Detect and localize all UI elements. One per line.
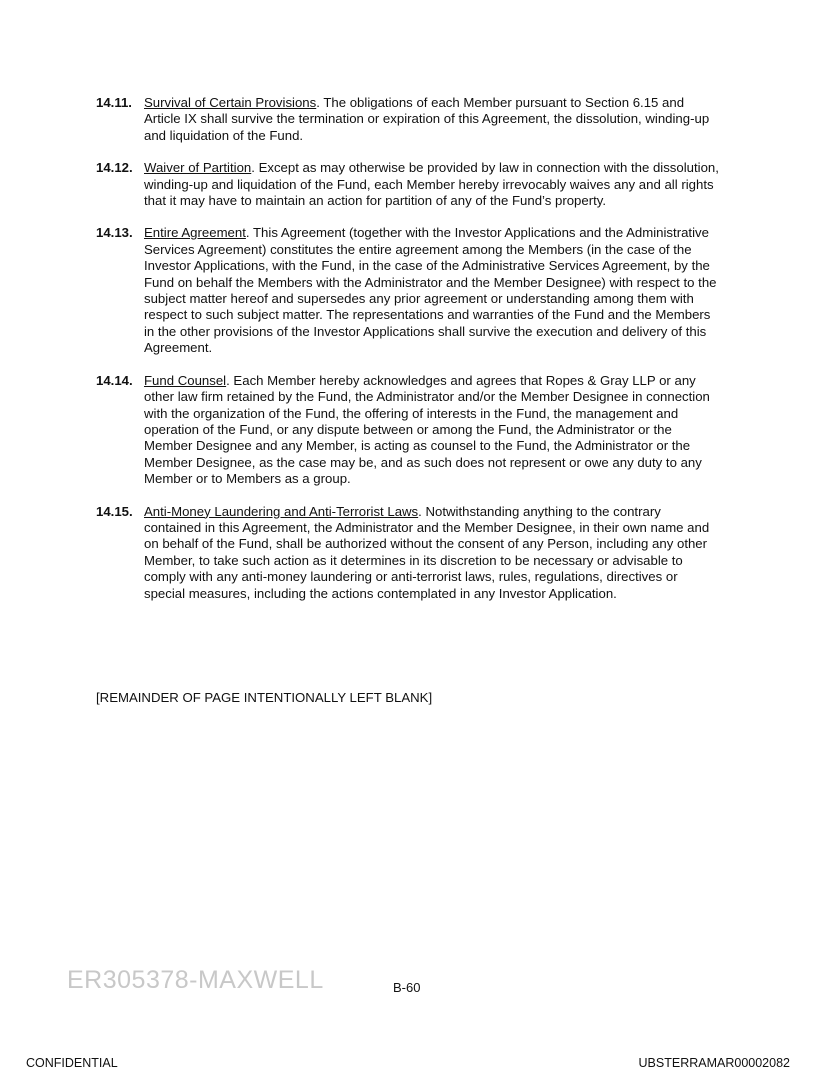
bates-watermark: ER305378-MAXWELL: [67, 966, 324, 994]
section-heading: Anti-Money Laundering and Anti-Terrorist Laws: [144, 503, 419, 519]
section-14-11: [96, 95, 721, 144]
section-body: [144, 160, 721, 209]
page-number: B-60: [393, 980, 421, 995]
section-14-13: [96, 225, 721, 356]
section-14-15: [96, 504, 721, 602]
bates-number: UBSTERRAMAR00002082: [638, 1056, 790, 1070]
confidential-label: CONFIDENTIAL: [26, 1056, 118, 1070]
section-body: [144, 95, 721, 144]
section-body: [144, 225, 721, 356]
section-heading: Waiver of Partition: [144, 160, 252, 176]
sections-list: [96, 95, 721, 618]
remainder-blank-note: [REMAINDER OF PAGE INTENTIONALLY LEFT BLANK]: [96, 690, 433, 705]
section-text: . Notwithstanding anything to the contrary contained in this Agreement, the Administrator and the Member Designee, in their own name and on behalf of the Fund, shall be authorized without the consent of any Person, including any other Member, to take such action as it determines in its discretion to be necessary or advisable to comply with any anti-money laundering or anti-terrorist laws, rules, regulations, directives or special measures, including the actions contemplated in any Investor Application.: [144, 503, 710, 601]
section-body: [144, 504, 721, 602]
section-heading: Survival of Certain Provisions: [144, 95, 317, 110]
section-text: . The obligations of each Member pursuant to Section 6.15 and Article IX shall survive the termination or expiration of this Agreement, the dissolution, winding-up and liquidation of the Fund.: [144, 95, 710, 143]
section-body: [144, 373, 721, 488]
section-number: 14.13.: [96, 225, 133, 241]
section-14-12: [96, 160, 721, 209]
section-text: . Each Member hereby acknowledges and agrees that Ropes & Gray LLP or any other law firm retained by the Fund, the Administrator and/or the Member Designee in connection with the organization of the Fund, the offering of interests in the Fund, the management and operation of the Fund, or any dispute between or among the Fund, the Administrator or the Member Designee and any Member, is acting as counsel to the Fund, the Administrator or the Member Designee, as the case may be, and as such does not represent or owe any duty to any Member or to Members as a group.: [144, 372, 710, 487]
section-number: 14.11.: [96, 95, 132, 110]
section-text: . This Agreement (together with the Investor Applications and the Administrative Services Agreement) constitutes the entire agreement among the Members (in the case of the Investor Applications, with the Fund, in the case of the Administrative Services Agreement, by the Fund on behalf the Members with the Administrator and the Member Designee) with respect to the subject matter hereof and supersedes any prior agreement or understanding among them with respect to such subject matter. The representations and warranties of the Fund and the Members in the other provisions of the Investor Applications shall survive the execution and delivery of this Agreement.: [144, 225, 717, 356]
section-text: . Except as may otherwise be provided by law in connection with the dissolution, winding-up and liquidation of the Fund, each Member hereby irrevocably waives any and all rights that it may have to maintain an action for partition of any of the Fund’s property.: [144, 160, 719, 209]
section-number: 14.14.: [96, 372, 133, 388]
section-number: 14.15.: [96, 503, 133, 519]
section-14-14: [96, 373, 721, 488]
section-number: 14.12.: [96, 160, 133, 176]
section-heading: Fund Counsel: [144, 372, 227, 388]
section-heading: Entire Agreement: [144, 225, 246, 241]
